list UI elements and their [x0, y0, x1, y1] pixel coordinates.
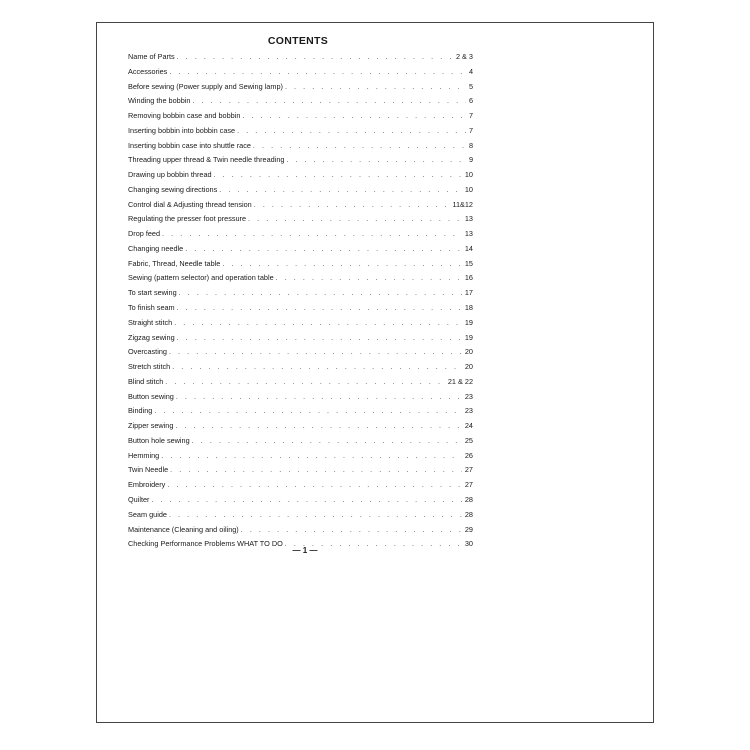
toc-entry-page: 17 — [464, 288, 473, 298]
toc-entry-page: 2 & 3 — [455, 52, 473, 61]
page-number: — 1 — — [292, 546, 318, 555]
toc-entry — [128, 419, 473, 434]
toc-entry-page: 13 — [464, 229, 473, 239]
toc-entry-page: 29 — [464, 524, 473, 534]
toc-entry-page: 23 — [464, 406, 473, 416]
toc-entry — [128, 124, 473, 139]
toc-entry-label: Before sewing (Power supply and Sewing lamp) — [128, 81, 283, 91]
toc-dot-leader — [165, 376, 445, 391]
toc-entry-label: Changing needle — [128, 243, 184, 253]
toc-entry — [128, 94, 473, 109]
toc-dot-leader — [214, 169, 462, 184]
toc-entry — [128, 508, 473, 523]
toc-entry-page: 6 — [468, 96, 473, 106]
toc-entry-page: 10 — [464, 170, 473, 180]
toc-entry-page: 20 — [464, 362, 473, 372]
toc-entry-label: Zigzag sewing — [128, 332, 175, 342]
toc-dot-leader — [177, 332, 462, 347]
toc-dot-leader — [177, 51, 453, 66]
toc-entry-label: Control dial & Adjusting thread tension — [128, 199, 252, 209]
toc-entry-label: Overcasting — [128, 347, 167, 357]
toc-entry — [128, 286, 473, 301]
toc-entry-label: Removing bobbin case and bobbin — [128, 111, 241, 121]
toc-dot-leader — [192, 95, 465, 110]
toc-entry — [128, 523, 473, 538]
toc-entry-label: Name of Parts — [128, 52, 175, 61]
toc-entry — [128, 257, 473, 272]
toc-dot-leader — [241, 524, 462, 539]
toc-entry-page: 8 — [468, 140, 473, 150]
toc-entry-label: Drop feed — [128, 229, 161, 239]
toc-entry-label: Checking Performance Problems WHAT TO DO — [128, 539, 283, 549]
toc-dot-leader — [170, 464, 462, 479]
toc-dot-leader — [167, 479, 462, 494]
toc-entry-label: Inserting bobbin case into shuttle race — [128, 140, 251, 150]
toc-entry — [128, 198, 473, 213]
toc-entry-page: 20 — [464, 347, 473, 357]
toc-entry — [128, 80, 473, 95]
toc-dot-leader — [162, 228, 462, 243]
toc-dot-leader — [237, 125, 466, 140]
toc-dot-leader — [169, 66, 466, 81]
toc-entry — [128, 360, 473, 375]
toc-entry-page: 16 — [464, 273, 473, 283]
toc-entry — [128, 331, 473, 346]
toc-entry-page: 4 — [468, 66, 473, 76]
toc-entry — [128, 449, 473, 464]
toc-dot-leader — [152, 494, 462, 509]
toc-entry-label: Maintenance (Cleaning and oiling) — [128, 524, 239, 534]
toc-entry-page: 24 — [464, 421, 473, 431]
toc-entry — [128, 434, 473, 449]
toc-entry-label: Changing sewing directions — [128, 184, 218, 194]
toc-entry-label: Fabric, Thread, Needle table — [128, 258, 221, 268]
toc-dot-leader — [192, 435, 462, 450]
toc-dot-leader — [174, 317, 462, 332]
toc-entry-page: 23 — [464, 391, 473, 401]
toc-dot-leader — [248, 213, 462, 228]
toc-dot-leader — [179, 287, 462, 302]
toc-dot-leader — [285, 81, 466, 96]
toc-dot-leader — [286, 154, 465, 169]
toc-entry-page: 5 — [468, 81, 473, 91]
toc-dot-leader — [169, 509, 462, 524]
toc-entry — [128, 183, 473, 198]
toc-dot-leader — [154, 405, 462, 420]
toc-entry — [128, 65, 473, 80]
toc-entry — [128, 227, 473, 242]
toc-dot-leader — [276, 272, 462, 287]
toc-entry — [128, 212, 473, 227]
toc-entry-page: 27 — [464, 465, 473, 475]
toc-entry-label: Accessories — [128, 66, 168, 76]
toc-entry — [128, 390, 473, 405]
toc-entry-page: 28 — [464, 494, 473, 504]
toc-entry-label: To start sewing — [128, 288, 177, 298]
toc-entry-label: Sewing (pattern selector) and operation table — [128, 273, 274, 283]
toc-entry — [128, 153, 473, 168]
toc-dot-leader — [253, 140, 466, 155]
toc-entry — [128, 316, 473, 331]
toc-entry-page: 9 — [468, 155, 473, 165]
toc-dot-leader — [219, 184, 462, 199]
toc-entry-label: Threading upper thread & Twin needle threading — [128, 155, 285, 165]
toc-entry-label: Embroidery — [128, 480, 166, 490]
toc-entry-page: 27 — [464, 480, 473, 490]
toc-entry-page: 7 — [468, 125, 473, 135]
toc-entry-page: 18 — [464, 303, 473, 313]
toc-entry-label: Straight stitch — [128, 317, 173, 327]
toc-entry-page: 15 — [464, 258, 473, 268]
toc-entry — [128, 301, 473, 316]
toc-entry-page: 13 — [464, 214, 473, 224]
toc-entry-label: Zipper sewing — [128, 421, 174, 431]
toc-entry-page: 26 — [464, 450, 473, 460]
toc-dot-leader — [169, 346, 462, 361]
toc-dot-leader — [175, 420, 461, 435]
toc-entry-label: Winding the bobbin — [128, 96, 191, 106]
toc-entry-label: Blind stitch — [128, 376, 164, 386]
toc-entry — [128, 139, 473, 154]
toc-entry — [128, 478, 473, 493]
toc-entry-page: 14 — [464, 243, 473, 253]
toc-entry — [128, 109, 473, 124]
toc-entry-label: Twin Needle — [128, 465, 169, 475]
toc-dot-leader — [177, 302, 462, 317]
toc-entry-label: Binding — [128, 406, 153, 416]
toc-entry-label: Hemming — [128, 450, 160, 460]
toc-entry-label: To finish seam — [128, 303, 175, 313]
toc-dot-leader — [254, 199, 450, 214]
toc-entry — [128, 375, 473, 390]
toc-entry — [128, 168, 473, 183]
contents-title: CONTENTS — [267, 35, 329, 47]
toc-entry-page: 21 & 22 — [447, 376, 473, 386]
table-of-contents — [128, 50, 473, 552]
toc-entry-label: Button sewing — [128, 391, 174, 401]
toc-dot-leader — [172, 361, 462, 376]
toc-entry-page: 25 — [464, 435, 473, 445]
toc-entry-label: Button hole sewing — [128, 435, 190, 445]
toc-entry — [128, 493, 473, 508]
toc-entry-label: Seam guide — [128, 509, 167, 519]
toc-entry — [128, 271, 473, 286]
toc-dot-leader — [242, 110, 466, 125]
toc-entry — [128, 404, 473, 419]
toc-entry-label: Drawing up bobbin thread — [128, 170, 212, 180]
toc-entry — [128, 463, 473, 478]
toc-entry — [128, 345, 473, 360]
toc-entry — [128, 242, 473, 257]
toc-dot-leader — [161, 450, 462, 465]
toc-entry-page: 28 — [464, 509, 473, 519]
toc-dot-leader — [176, 391, 462, 406]
toc-entry-page: 19 — [464, 317, 473, 327]
toc-entry-label: Inserting bobbin into bobbin case — [128, 125, 236, 135]
toc-entry — [128, 50, 473, 65]
toc-entry-label: Stretch stitch — [128, 362, 171, 372]
toc-entry-page: 10 — [464, 184, 473, 194]
toc-dot-leader — [222, 258, 462, 273]
toc-entry-label: Regulating the presser foot pressure — [128, 214, 247, 224]
toc-entry-label: Quilter — [128, 494, 150, 504]
toc-dot-leader — [185, 243, 462, 258]
toc-entry-page: 11&12 — [452, 199, 473, 209]
toc-entry-page: 7 — [468, 111, 473, 121]
toc-entry-page: 19 — [464, 332, 473, 342]
toc-entry-page: 30 — [464, 539, 473, 549]
